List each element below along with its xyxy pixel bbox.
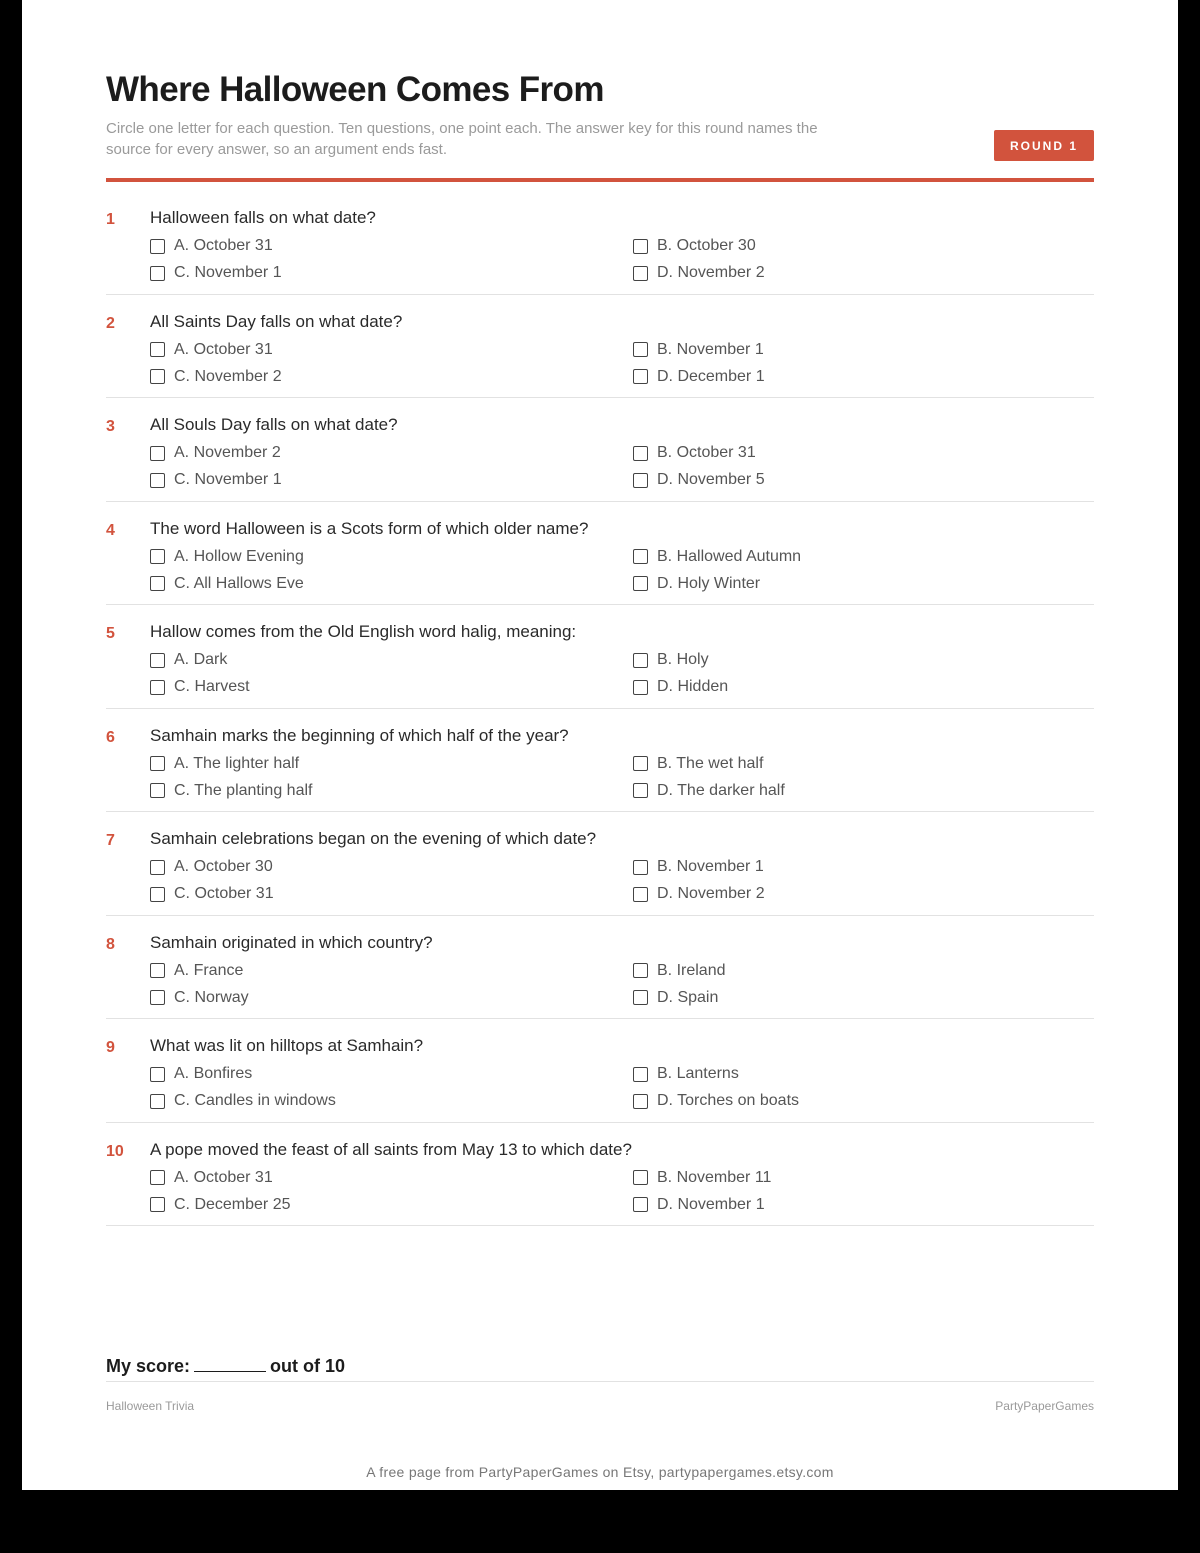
answer-option[interactable] — [150, 1091, 336, 1111]
answer-option[interactable] — [633, 367, 765, 387]
answer-option[interactable] — [150, 754, 299, 774]
question-text: Samhain originated in which country? — [150, 932, 433, 952]
answer-option[interactable] — [633, 961, 725, 981]
checkbox-empty-icon[interactable] — [633, 369, 648, 384]
checkbox-empty-icon[interactable] — [150, 963, 165, 978]
question-text: Hallow comes from the Old English word halig, meaning: — [150, 622, 577, 641]
credit-text: A free page from PartyPaperGames on Etsy, partypapergames.etsy.com — [366, 1464, 834, 1480]
checkbox-empty-icon[interactable] — [150, 473, 165, 488]
answer-option[interactable] — [633, 988, 718, 1008]
answer-option-label: B. Hallowed Autumn — [657, 547, 802, 565]
checkbox-empty-icon[interactable] — [633, 1170, 648, 1185]
answer-option-label: B. November 11 — [657, 1168, 772, 1186]
checkbox-empty-icon[interactable] — [150, 860, 165, 875]
answer-option[interactable] — [150, 340, 273, 360]
answer-option[interactable] — [633, 1168, 771, 1188]
footer-left-text: Halloween Trivia — [106, 1399, 195, 1413]
question-item — [106, 1018, 1094, 1123]
question-number: 3 — [106, 418, 115, 435]
score-line — [106, 1356, 345, 1377]
header-divider — [106, 178, 1094, 182]
question-number: 1 — [106, 211, 115, 228]
checkbox-empty-icon[interactable] — [633, 887, 648, 902]
answer-option-label: D. November 5 — [657, 471, 765, 488]
question-text: What was lit on hilltops at Samhain? — [150, 1036, 424, 1055]
answer-option-label: D. December 1 — [657, 367, 765, 385]
score-blank[interactable] — [194, 1371, 266, 1372]
checkbox-empty-icon[interactable] — [633, 576, 648, 591]
answer-option-label: C. Norway — [174, 988, 249, 1006]
question-text: All Souls Day falls on what date? — [150, 415, 398, 434]
question-item — [106, 397, 1094, 502]
answer-option[interactable] — [633, 650, 709, 670]
answer-option[interactable] — [633, 1195, 765, 1215]
answer-option-label: D. Hidden — [657, 678, 729, 695]
worksheet-page — [22, 0, 1178, 1490]
question-text: The word Halloween is a Scots form of which older name? — [150, 518, 589, 538]
checkbox-empty-icon[interactable] — [633, 860, 648, 875]
answer-option[interactable] — [150, 961, 243, 981]
checkbox-empty-icon[interactable] — [633, 239, 648, 254]
answer-option[interactable] — [150, 781, 312, 801]
answer-option[interactable] — [150, 988, 249, 1008]
answer-option-label: A. Hollow Evening — [174, 547, 304, 565]
question-text: Samhain celebrations began on the evening of which date? — [150, 829, 597, 848]
answer-option[interactable] — [633, 547, 801, 567]
page-title: Where Halloween Comes From — [106, 70, 604, 109]
answer-option-label: D. Spain — [657, 988, 719, 1006]
answer-option-label: C. Harvest — [174, 678, 250, 695]
answer-option-label: B. October 31 — [657, 444, 756, 461]
checkbox-empty-icon[interactable] — [633, 680, 648, 695]
answer-option-label: A. The lighter half — [174, 754, 300, 772]
question-number: 10 — [106, 1142, 124, 1160]
answer-option-label: C. All Hallows Eve — [174, 574, 304, 592]
checkbox-empty-icon[interactable] — [633, 1067, 648, 1082]
answer-option[interactable] — [150, 1168, 273, 1188]
checkbox-empty-icon[interactable] — [150, 342, 165, 357]
answer-option[interactable] — [150, 263, 282, 283]
footer-divider — [106, 1381, 1094, 1382]
question-number: 8 — [106, 935, 115, 953]
answer-option-label: B. Holy — [657, 651, 709, 668]
checkbox-empty-icon[interactable] — [633, 266, 648, 281]
answer-option[interactable] — [150, 1064, 252, 1084]
footer-right-text: PartyPaperGames — [995, 1399, 1094, 1413]
question-text: Samhain marks the beginning of which half of the year? — [150, 725, 569, 745]
checkbox-empty-icon[interactable] — [633, 473, 648, 488]
answer-option[interactable] — [633, 677, 728, 697]
answer-option-label: C. November 2 — [174, 367, 282, 385]
checkbox-empty-icon[interactable] — [150, 1067, 165, 1082]
answer-option-label: C. October 31 — [174, 885, 274, 902]
answer-option[interactable] — [633, 443, 756, 463]
answer-option-label: D. Holy Winter — [657, 574, 761, 592]
answer-option[interactable] — [150, 367, 282, 387]
answer-option[interactable] — [150, 857, 273, 877]
answer-option-label: D. November 1 — [657, 1195, 765, 1213]
checkbox-empty-icon[interactable] — [633, 1094, 648, 1109]
answer-option-label: B. Ireland — [657, 961, 726, 979]
checkbox-empty-icon[interactable] — [150, 1094, 165, 1109]
answer-option[interactable] — [633, 263, 765, 283]
checkbox-empty-icon[interactable] — [150, 239, 165, 254]
checkbox-empty-icon[interactable] — [150, 369, 165, 384]
checkbox-empty-icon[interactable] — [150, 653, 165, 668]
checkbox-empty-icon[interactable] — [150, 756, 165, 771]
checkbox-empty-icon[interactable] — [633, 963, 648, 978]
answer-option[interactable] — [150, 884, 274, 904]
checkbox-empty-icon[interactable] — [150, 576, 165, 591]
question-item — [106, 811, 1094, 916]
checkbox-empty-icon[interactable] — [150, 266, 165, 281]
answer-option[interactable] — [150, 1195, 291, 1215]
question-item — [106, 915, 1094, 1020]
answer-option-label: C. November 1 — [174, 471, 282, 488]
checkbox-empty-icon[interactable] — [150, 446, 165, 461]
answer-option-label: D. November 2 — [657, 264, 765, 281]
answer-option-label: B. October 30 — [657, 237, 756, 254]
checkbox-empty-icon[interactable] — [633, 342, 648, 357]
checkbox-empty-icon[interactable] — [150, 887, 165, 902]
answer-option-label: A. October 31 — [174, 1168, 273, 1186]
question-item — [106, 190, 1094, 295]
checkbox-empty-icon[interactable] — [150, 1170, 165, 1185]
answer-option[interactable] — [633, 340, 764, 360]
answer-option[interactable] — [633, 754, 763, 774]
question-item — [106, 708, 1094, 813]
checkbox-empty-icon[interactable] — [150, 549, 165, 564]
checkbox-empty-icon[interactable] — [150, 1197, 165, 1212]
answer-option[interactable] — [633, 574, 760, 594]
answer-option-label: D. The darker half — [657, 781, 785, 799]
round-badge: ROUND 1 — [994, 130, 1094, 161]
answer-option[interactable] — [150, 443, 281, 463]
question-number: 2 — [106, 314, 115, 332]
answer-option-label: D. November 2 — [657, 885, 765, 902]
answer-option-label: A. October 30 — [174, 858, 273, 875]
question-number: 9 — [106, 1039, 115, 1056]
page-instructions: Circle one letter for each question. Ten questions, one point each. The answer key for this round names the source for every answer, so an argument ends fast. — [106, 120, 818, 158]
question-item — [106, 1122, 1094, 1227]
answer-option[interactable] — [633, 1091, 799, 1111]
question-text: All Saints Day falls on what date? — [150, 311, 403, 331]
answer-option[interactable] — [150, 470, 282, 490]
checkbox-empty-icon[interactable] — [150, 783, 165, 798]
answer-option[interactable] — [150, 547, 304, 567]
answer-option[interactable] — [633, 781, 785, 801]
answer-option[interactable] — [633, 1064, 739, 1084]
answer-option[interactable] — [633, 236, 756, 256]
question-item — [106, 604, 1094, 709]
question-number: 5 — [106, 625, 115, 642]
answer-option-label: A. October 31 — [174, 340, 273, 358]
checkbox-empty-icon[interactable] — [633, 990, 648, 1005]
score-label: My score: — [106, 1356, 191, 1376]
checkbox-empty-icon[interactable] — [633, 783, 648, 798]
question-number: 6 — [106, 728, 115, 746]
question-number: 4 — [106, 521, 115, 539]
checkbox-empty-icon[interactable] — [633, 653, 648, 668]
answer-option-label: A. Dark — [174, 651, 228, 668]
answer-option-label: D. Torches on boats — [657, 1092, 800, 1109]
checkbox-empty-icon[interactable] — [633, 756, 648, 771]
answer-option[interactable] — [150, 574, 304, 594]
answer-option-label: C. November 1 — [174, 264, 282, 281]
answer-option[interactable] — [150, 236, 273, 256]
answer-option[interactable] — [150, 677, 250, 697]
answer-option[interactable] — [150, 650, 227, 670]
answer-option-label: B. The wet half — [657, 754, 764, 772]
answer-option-label: A. France — [174, 961, 244, 979]
answer-option-label: C. The planting half — [174, 781, 313, 799]
question-item — [106, 294, 1094, 399]
answer-option-label: B. Lanterns — [657, 1065, 739, 1082]
checkbox-empty-icon[interactable] — [150, 680, 165, 695]
question-number: 7 — [106, 832, 115, 849]
answer-option-label: A. Bonfires — [174, 1065, 253, 1082]
answer-option-label: A. October 31 — [174, 237, 273, 254]
checkbox-empty-icon[interactable] — [633, 1197, 648, 1212]
checkbox-empty-icon[interactable] — [633, 446, 648, 461]
question-text: A pope moved the feast of all saints from May 13 to which date? — [150, 1139, 632, 1159]
answer-option[interactable] — [633, 857, 764, 877]
question-item — [106, 501, 1094, 606]
checkbox-empty-icon[interactable] — [150, 990, 165, 1005]
checkbox-empty-icon[interactable] — [633, 549, 648, 564]
answer-option-label: A. November 2 — [174, 444, 281, 461]
score-suffix: out of 10 — [270, 1356, 346, 1376]
answer-option[interactable] — [633, 470, 765, 490]
answer-option-label: B. November 1 — [657, 858, 764, 875]
answer-option-label: B. November 1 — [657, 340, 764, 358]
answer-option-label: C. Candles in windows — [174, 1092, 336, 1109]
answer-option-label: C. December 25 — [174, 1195, 291, 1213]
answer-option[interactable] — [633, 884, 765, 904]
question-text: Halloween falls on what date? — [150, 208, 376, 227]
